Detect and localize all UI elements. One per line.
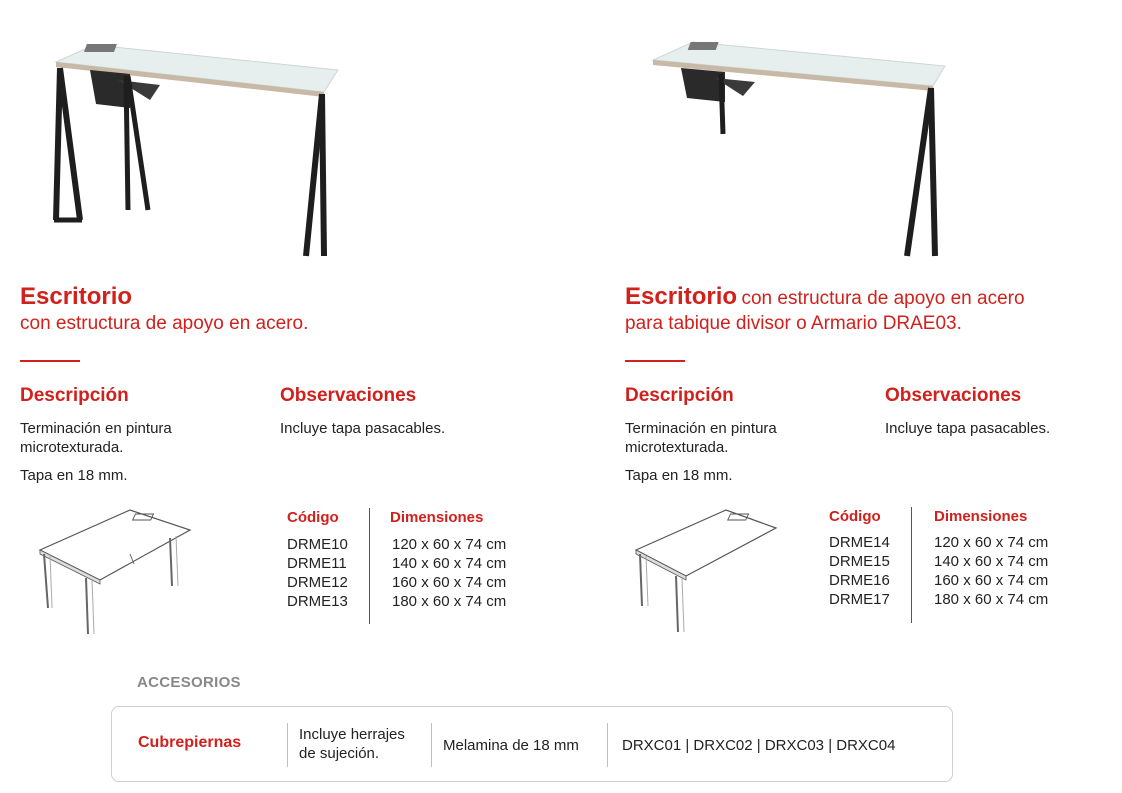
- accessories-label: ACCESORIOS: [137, 674, 241, 691]
- code-header: Código: [287, 509, 339, 526]
- observations-text: Incluye tapa pasacables.: [280, 420, 446, 437]
- accessory-material: Melamina de 18 mm: [443, 737, 579, 754]
- product-title: Escritorio: [20, 283, 133, 310]
- accessories-box: [111, 706, 953, 782]
- desk-photo-right: [645, 30, 955, 262]
- description-extra: Tapa en 18 mm.: [625, 467, 733, 484]
- accessory-separator: [607, 723, 608, 767]
- observations-heading: Observaciones: [280, 385, 417, 406]
- product-subtitle-inline: con estructura de apoyo en acero: [741, 288, 1025, 309]
- code-cell: DRME11: [287, 555, 347, 572]
- description-line: Terminación en pintura: [20, 420, 172, 437]
- dimension-cell: 160 x 60 x 74 cm: [392, 574, 507, 591]
- dimension-cell: 140 x 60 x 74 cm: [392, 555, 507, 572]
- code-cell: DRME16: [829, 572, 890, 589]
- accessory-name: Cubrepiernas: [138, 734, 242, 751]
- desk-drawing-right: [630, 498, 790, 638]
- description-extra: Tapa en 18 mm.: [20, 467, 128, 484]
- code-cell: DRME17: [829, 591, 890, 608]
- accessory-codes: DRXC01 | DRXC02 | DRXC03 | DRXC04: [622, 737, 896, 754]
- accessory-separator: [431, 723, 432, 767]
- dimensions-header: Dimensiones: [390, 509, 484, 526]
- description-heading: Descripción: [625, 385, 734, 406]
- dimension-cell: 180 x 60 x 74 cm: [392, 593, 507, 610]
- table-divider: [911, 507, 912, 623]
- dimensions-header: Dimensiones: [934, 508, 1028, 525]
- code-cell: DRME14: [829, 534, 890, 551]
- section-divider: [625, 360, 685, 362]
- section-divider: [20, 360, 80, 362]
- code-cell: DRME10: [287, 536, 348, 553]
- product-title: Escritorio: [625, 283, 738, 310]
- description-line: microtexturada.: [625, 439, 729, 456]
- product-subtitle: para tabique divisor o Armario DRAE03.: [625, 313, 962, 334]
- code-cell: DRME12: [287, 574, 348, 591]
- product-subtitle: con estructura de apoyo en acero.: [20, 313, 309, 334]
- code-header: Código: [829, 508, 881, 525]
- desk-photo-left: [30, 30, 380, 262]
- description-heading: Descripción: [20, 385, 129, 406]
- code-cell: DRME15: [829, 553, 890, 570]
- dimension-cell: 160 x 60 x 74 cm: [934, 572, 1049, 589]
- accessory-note: de sujeción.: [299, 745, 380, 762]
- description-line: Terminación en pintura: [625, 420, 777, 437]
- dimension-cell: 120 x 60 x 74 cm: [392, 536, 507, 553]
- code-cell: DRME13: [287, 593, 348, 610]
- dimension-cell: 140 x 60 x 74 cm: [934, 553, 1049, 570]
- accessory-note: Incluye herrajes: [299, 726, 405, 743]
- desk-drawing-left: [30, 500, 200, 640]
- observations-text: Incluye tapa pasacables.: [885, 420, 1051, 437]
- table-divider: [369, 508, 370, 624]
- accessory-separator: [287, 723, 288, 767]
- dimension-cell: 120 x 60 x 74 cm: [934, 534, 1049, 551]
- observations-heading: Observaciones: [885, 385, 1022, 406]
- dimension-cell: 180 x 60 x 74 cm: [934, 591, 1049, 608]
- description-line: microtexturada.: [20, 439, 124, 456]
